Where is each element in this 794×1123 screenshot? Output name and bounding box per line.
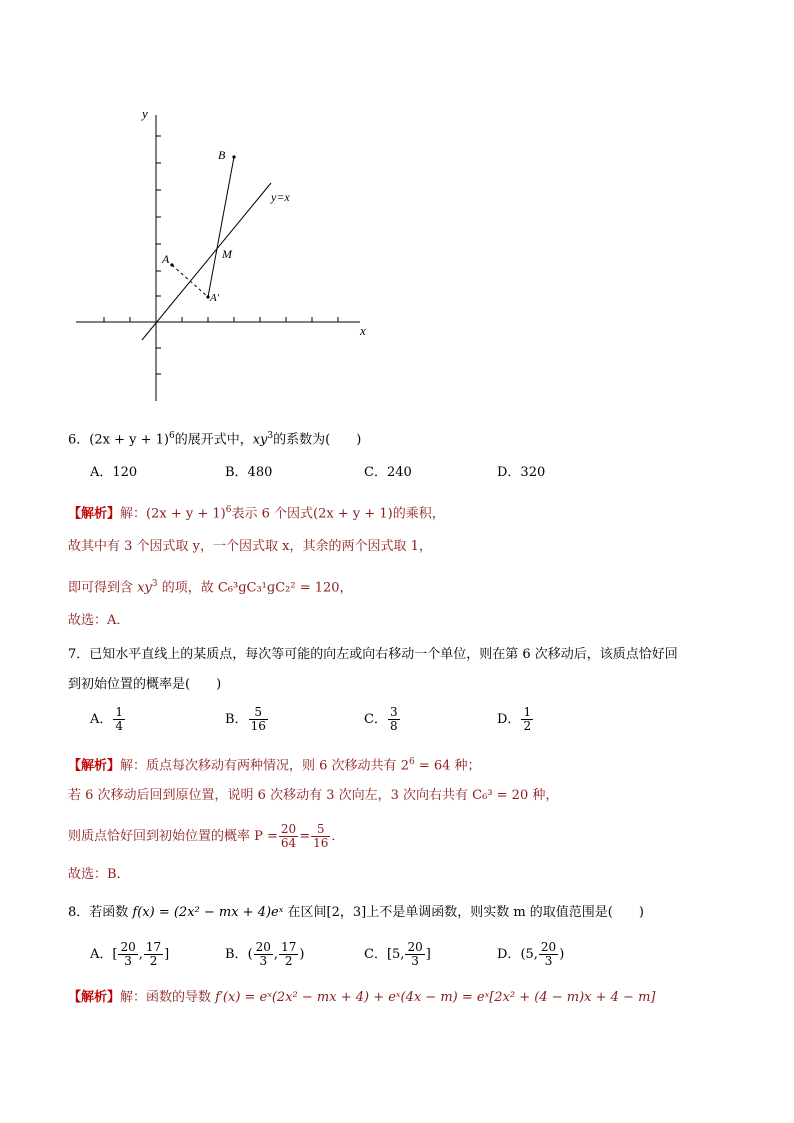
- q8-option-a[interactable]: [90, 941, 169, 968]
- q8-opt-b-frac-2: [279, 941, 298, 968]
- q6-text: 的展开式中，: [174, 432, 253, 448]
- q8-opt-d-label: D．: [497, 947, 521, 962]
- q7-sol3-a: 则质点恰好回到初始位置的概率 P =: [68, 829, 278, 844]
- q6-sol1-b: 表示 6 个因式: [231, 506, 313, 522]
- q8-stem-b: 在区间[2，3]上不是单调函数，则实数 m 的取值范围是( ): [283, 905, 644, 920]
- q8-stem-a: 8．若函数: [68, 905, 133, 920]
- q8-opt-b-comma: ,: [273, 947, 279, 962]
- q7-opt-c-den: 8: [389, 719, 398, 733]
- q7-stem-line-2: 到初始位置的概率是( ): [68, 677, 222, 692]
- coordinate-figure: [60, 95, 390, 405]
- q8-opt-a-l: [: [112, 947, 118, 962]
- q8-opt-a-n2: 17: [145, 940, 162, 954]
- q7-analysis-tag: 【解析】: [68, 758, 121, 774]
- q8-opt-a-n1: 20: [120, 940, 136, 954]
- q6-solution-line-1: [68, 500, 445, 524]
- q6-analysis-tag: 【解析】: [68, 506, 121, 522]
- label-y: y: [142, 106, 148, 121]
- q8-opt-d-frac: [539, 941, 558, 968]
- q7-stem-line-1: 7．已知水平直线上的某质点，每次等可能的向左或向右移动一个单位，则在第 6 次移动后，该质点恰好回: [68, 647, 678, 662]
- q7-solution-line-3: [68, 823, 344, 850]
- q8-opt-b-label: B．: [225, 947, 248, 962]
- q8-sol1-a: 解：函数的导数: [120, 990, 216, 1005]
- q6-option-b[interactable]: B．480: [225, 465, 273, 480]
- q8-stem: [68, 903, 644, 923]
- y-axis-ticks: [156, 136, 161, 374]
- point-b: [232, 155, 235, 158]
- q7-sol3-end: ．: [331, 829, 345, 844]
- q8-opt-c-label: C．: [364, 947, 387, 962]
- q8-opt-c-frac: [405, 941, 424, 968]
- q8-solution-line-1: [68, 988, 655, 1008]
- q8-opt-a-frac-2: [144, 941, 163, 968]
- q8-opt-d-pre: (5,: [520, 947, 538, 962]
- q8-opt-a-comma: ,: [138, 947, 143, 962]
- q6-sol3-term-exp: 3: [151, 579, 158, 589]
- q8-opt-b-d2: 2: [284, 954, 293, 968]
- q7-opt-d-num: 1: [523, 705, 532, 719]
- q8-opt-b-d1: 3: [259, 954, 268, 968]
- q8-option-c[interactable]: [364, 941, 431, 968]
- q6-answer: 故选：A．: [68, 613, 130, 628]
- segment-a-prime-b: [208, 157, 234, 297]
- q8-opt-d-n: 20: [540, 940, 557, 954]
- q6-number: 6．: [68, 432, 90, 448]
- q6-sol3-b: 的项，故: [157, 580, 218, 596]
- q7-sol1-b: = 64 种；: [414, 758, 481, 774]
- q6-term: xy: [252, 432, 268, 448]
- q8-opt-d-d: 3: [544, 954, 553, 968]
- q7-opt-c-num: 3: [389, 705, 398, 719]
- q8-analysis-tag: 【解析】: [68, 990, 121, 1005]
- q7-sol1-pow-exp: 6: [408, 757, 415, 767]
- q8-sol1-expr: f′(x) = eˣ(2x² − mx + 4) + eˣ(4x − m) = eˣ[2x² + (4 − m)x + 4 − m]: [215, 990, 656, 1005]
- q8-opt-b-r: ): [299, 947, 305, 962]
- q7-opt-a-frac: [113, 706, 125, 733]
- q7-sol3-frac-1: [279, 823, 298, 850]
- q7-sol3-d2: 16: [313, 836, 329, 850]
- q6-sol1-c: (2x + y + 1): [313, 506, 393, 522]
- q6-option-d[interactable]: D．320: [497, 465, 546, 480]
- q7-solution-line-1: [68, 752, 481, 776]
- q6-option-a[interactable]: A．120: [90, 465, 138, 480]
- q7-opt-b-den: 16: [250, 719, 266, 733]
- q6-sol3-term: xy: [137, 580, 152, 596]
- q7-opt-b-frac: [249, 706, 268, 733]
- q8-opt-d-r: ): [559, 947, 565, 962]
- q8-func: f(x) = (2x² − mx + 4)eˣ: [132, 905, 284, 920]
- q6-expr: (2x + y + 1): [89, 432, 169, 448]
- q8-opt-a-r: ]: [164, 947, 170, 962]
- q8-opt-a-frac-1: [118, 941, 137, 968]
- q8-opt-a-label: A．: [90, 947, 113, 962]
- q6-exponent: 6: [168, 431, 175, 441]
- q6-sol3-a: 即可得到含: [68, 580, 138, 596]
- q8-opt-b-n2: 17: [281, 940, 297, 954]
- q7-opt-b-num: 5: [249, 706, 268, 720]
- q6-text-end: 的系数为( ): [273, 432, 362, 448]
- label-b: B: [218, 148, 226, 162]
- q8-opt-b-frac-1: [254, 941, 273, 968]
- q7-sol3-eq: =: [299, 829, 311, 844]
- segment-a-a-prime-dashed: [172, 265, 208, 297]
- q7-opt-a-num: 1: [115, 705, 124, 719]
- label-m: M: [222, 247, 232, 261]
- q8-opt-a-d1: 3: [124, 954, 132, 968]
- q7-option-c[interactable]: [364, 706, 401, 733]
- q7-sol2-a: 若 6 次移动后回到原位置，说明 6 次移动有 3 次向左，3 次向右共有: [68, 788, 473, 803]
- q7-option-b[interactable]: [225, 706, 269, 733]
- q7-solution-line-2: [68, 786, 558, 806]
- q6-term-exp: 3: [267, 431, 274, 441]
- q8-opt-a-d2: 2: [149, 954, 158, 968]
- q6-sol1-expr: (2x + y + 1): [146, 506, 226, 522]
- label-y-equals-x: y=x: [271, 190, 290, 204]
- label-x: x: [360, 323, 366, 338]
- q7-answer: 故选：B．: [68, 867, 130, 882]
- q7-sol3-frac-2: [311, 823, 330, 850]
- q7-opt-b-label: B．: [225, 712, 248, 727]
- q6-sol3-c: C₆³ɡC₃¹ɡC₂² = 120，: [217, 580, 353, 596]
- q7-opt-a-den: 4: [115, 719, 124, 733]
- q6-sol1-exp: 6: [225, 505, 232, 515]
- q7-opt-a-label: A．: [90, 712, 113, 727]
- q6-sol1-a: 解：: [120, 506, 147, 522]
- q7-opt-d-den: 2: [523, 719, 532, 733]
- q8-option-d[interactable]: [497, 941, 564, 968]
- q7-sol3-n2: 5: [311, 823, 330, 837]
- q7-opt-d-frac: [521, 706, 533, 733]
- q7-sol3-d1: 64: [280, 836, 297, 850]
- q6-solution-line-3: [68, 574, 353, 598]
- q8-option-b[interactable]: [225, 941, 304, 968]
- q6-option-c[interactable]: C．240: [364, 465, 412, 480]
- label-a: A: [162, 252, 170, 266]
- q8-opt-b-n1: 20: [255, 940, 271, 954]
- q7-opt-c-label: C．: [364, 712, 387, 727]
- q8-opt-b-l: (: [247, 947, 253, 962]
- q7-sol2-c: C₆³ = 20: [472, 788, 529, 803]
- q8-opt-c-r: ]: [425, 947, 431, 962]
- q6-sol1-d: 的乘积，: [392, 506, 445, 522]
- q8-opt-c-pre: [5,: [386, 947, 405, 962]
- q7-sol2-b: 种，: [528, 788, 559, 803]
- point-a: [170, 263, 173, 266]
- q7-sol1-a: 解：质点每次移动有两种情况，则 6 次移动共有: [120, 758, 401, 774]
- q6-stem: [68, 426, 361, 450]
- x-axis-ticks: [104, 317, 338, 322]
- q7-sol1-pow: 2: [400, 758, 409, 774]
- q8-opt-c-n: 20: [407, 940, 423, 954]
- q7-opt-d-label: D．: [497, 712, 521, 727]
- q6-solution-line-2: 故其中有 3 个因式取 y，一个因式取 x，其余的两个因式取 1，: [68, 539, 432, 554]
- q7-opt-c-frac: [388, 706, 400, 733]
- label-a-prime: A′: [210, 292, 220, 304]
- q7-option-a[interactable]: [90, 706, 126, 733]
- q7-option-d[interactable]: [497, 706, 534, 733]
- q8-opt-c-d: 3: [411, 954, 419, 968]
- q7-sol3-n1: 20: [280, 822, 297, 836]
